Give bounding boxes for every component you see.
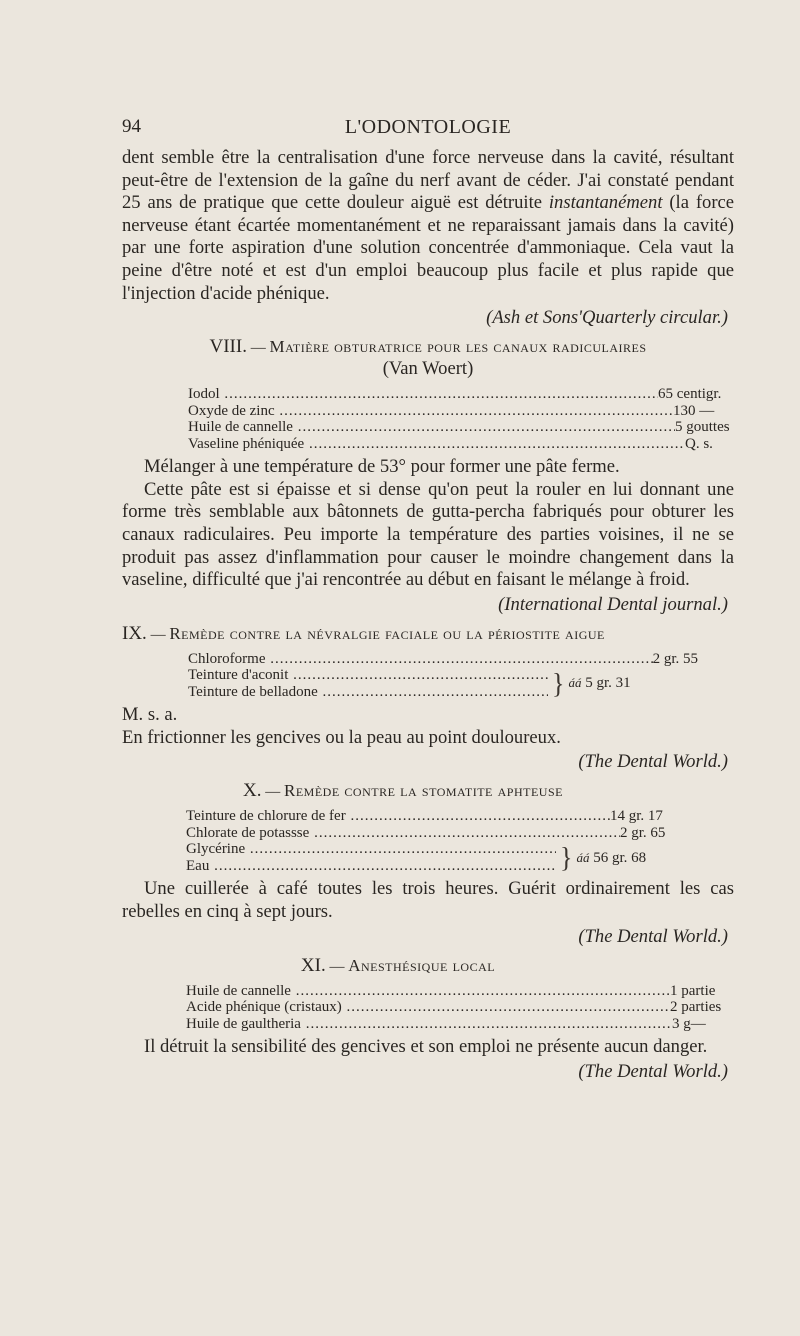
formula-group xyxy=(186,841,686,874)
formula-row xyxy=(188,419,743,436)
ingredient-name: Chloroforme ..... xyxy=(188,651,653,668)
section-heading-xi xyxy=(62,956,734,977)
ingredient-name: Teinture de belladone ..... xyxy=(188,684,548,701)
intro-emphasis: instantanément xyxy=(548,192,663,214)
section-heading-viii xyxy=(122,337,734,358)
page-body xyxy=(122,147,734,1083)
ana-abbrev: áá xyxy=(576,849,590,865)
heading-dash: — xyxy=(261,784,285,801)
formula-viii xyxy=(188,386,743,452)
ingredient-quantity: Q. s. xyxy=(685,435,713,452)
ingredient-name: Huile de cannelle ..... xyxy=(186,983,670,1000)
citation-dental-world: (The Dental World.) xyxy=(578,1060,728,1082)
formula-row xyxy=(188,386,743,403)
ingredient-quantity: 5 gr. 31 xyxy=(581,675,631,692)
ingredient-name: Vaseline phéniquée ..... xyxy=(188,436,685,453)
ingredient-quantity: 130 — xyxy=(673,402,715,419)
ingredient-quantity: 3 g— xyxy=(672,1015,706,1032)
brace: } xyxy=(552,667,565,700)
ingredient-quantity: 1 partie xyxy=(670,982,716,999)
formula-row xyxy=(188,436,743,453)
section-number: XI. xyxy=(300,954,326,976)
formula-row xyxy=(188,651,698,668)
group-rows xyxy=(188,667,548,700)
formula-ix xyxy=(188,651,698,701)
heading-dash: — xyxy=(146,626,170,643)
ingredient-name: Glycérine ..... xyxy=(186,841,556,858)
ingredient-quantity: 14 gr. 17 xyxy=(610,808,663,825)
section-title: Matière obturatrice pour les canaux radiculaires xyxy=(269,337,647,357)
citation-dental-world: (The Dental World.) xyxy=(578,751,728,773)
formula-row xyxy=(186,983,734,1000)
ingredient-name: Huile de cannelle ..... xyxy=(188,419,675,436)
ingredient-name: Chlorate de potassse ..... xyxy=(186,825,620,842)
section-heading-ix xyxy=(122,624,734,645)
paragraph: Mélanger à une température de 53° pour former une pâte ferme. xyxy=(144,456,620,478)
section-title: Remède contre la névralgie faciale ou la périostite aigue xyxy=(169,623,605,643)
section-author: (Van Woert) xyxy=(382,358,474,380)
group-quantity xyxy=(576,850,646,867)
ana-abbrev: áá xyxy=(568,675,582,691)
ms-line: M. s. a. xyxy=(122,704,178,726)
intro-text-2: (la force nerveuse étant écartée momentanément et ne reparaissant jamais dans la cavité) par une forte aspiration d'une solution concentrée d'ammoniaque. Cela vaut la peine d'être noté et est d'un emploi beaucoup plus facile et plus rapide que l'injection d'acide phénique. xyxy=(122,192,735,304)
formula-xi xyxy=(186,983,734,1033)
ingredient-quantity: 65 centigr. xyxy=(658,386,722,403)
paragraph: Une cuillerée à café toutes les trois heures. Guérit ordinairement les cas rebelles en cinq à sept jours. xyxy=(122,878,734,922)
section-number: IX. xyxy=(122,622,147,644)
intro-text-1: dent semble être la centralisation d'une force nerveuse dans la cavité, résultant peut-être de l'extension de la gaîne du nerf avant de céder. J'ai constaté pendant 25 ans de pratique que cette douleur aiguë est détruite xyxy=(122,147,734,214)
paragraph: En frictionner les gencives ou la peau au point douloureux. xyxy=(122,726,561,748)
ingredient-name: Teinture de chlorure de fer ..... xyxy=(186,808,610,825)
citation-international: (International Dental journal.) xyxy=(498,593,728,615)
section-heading-x xyxy=(72,781,734,802)
ingredient-name: Huile de gaultheria ..... xyxy=(186,1016,672,1033)
citation-ash: (Ash et Sons'Quarterly circular.) xyxy=(486,307,728,329)
formula-row xyxy=(188,403,743,420)
page-number: 94 xyxy=(122,116,141,137)
ingredient-name: Eau ..... xyxy=(186,858,556,875)
heading-dash: — xyxy=(325,958,349,975)
citation-dental-world: (The Dental World.) xyxy=(578,925,728,947)
ingredient-quantity: 56 gr. 68 xyxy=(589,849,647,866)
ingredient-quantity: 2 parties xyxy=(670,999,722,1016)
ingredient-name: Oxyde de zinc ..... xyxy=(188,403,673,420)
ingredient-name: Acide phénique (cristaux) ..... xyxy=(186,999,670,1016)
section-title: Anesthésique local xyxy=(348,955,496,975)
formula-row xyxy=(186,999,734,1016)
formula-row xyxy=(186,808,686,825)
ingredient-quantity: 2 gr. 55 xyxy=(652,650,698,667)
ingredient-name: Iodol ..... xyxy=(188,386,658,403)
ingredient-quantity: 2 gr. 65 xyxy=(620,824,666,841)
ingredient-name: Teinture d'aconit ..... xyxy=(188,667,548,684)
paragraph: Il détruit la sensibilité des gencives et son emploi ne présente aucun danger. xyxy=(144,1036,708,1058)
page-header xyxy=(122,116,734,140)
section-number: VIII. xyxy=(209,336,247,358)
formula-row xyxy=(186,1016,734,1033)
group-quantity xyxy=(568,675,630,692)
brace: } xyxy=(560,841,573,874)
formula-group xyxy=(188,667,698,700)
heading-dash: — xyxy=(246,340,270,357)
section-number: X. xyxy=(243,780,262,802)
intro-paragraph xyxy=(122,147,734,305)
section-title: Remède contre la stomatite aphteuse xyxy=(284,781,563,801)
ingredient-quantity: 5 gouttes xyxy=(675,419,730,436)
paragraph: Cette pâte est si épaisse et si dense qu'on peut la rouler en lui donnant une forme très semblable aux bâtonnets de gutta-percha fabriqués pour obturer les canaux radiculaires. Peu importe la température des parties voisines, il ne se produit pas assez d'inflammation pour causer le moindre changement dans la vaseline, difficulté que j'ai rencontrée au début en faisant le mélange à froid. xyxy=(122,478,734,591)
formula-row xyxy=(186,825,686,842)
running-title: L'ODONTOLOGIE xyxy=(344,116,512,138)
group-rows xyxy=(186,841,556,874)
formula-x xyxy=(186,808,686,874)
